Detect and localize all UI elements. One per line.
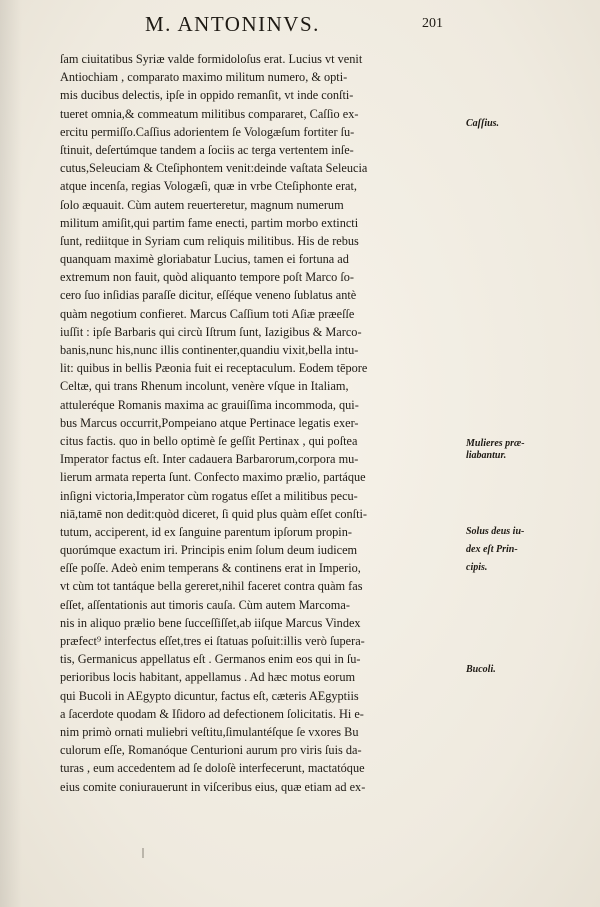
text-line: atque incenſa, regias Vologæſi, quæ in vrbe Cteſiphonte erat, <box>60 179 357 194</box>
gutter-shadow <box>0 0 22 907</box>
text-line: banis,nunc his,nunc illis continenter,quandiu vixit,bella intu- <box>60 343 359 357</box>
text-line: perioribus locis habitant, appellamus . Ad hæc motus eorum <box>60 670 356 685</box>
text-line: tis, Germanicus appellatus eſt . Germanos enim eos qui in ſu- <box>60 652 361 667</box>
text-line: citus factis. quo in bello optimè ſe geſſit Pertinax , qui poſtea <box>60 433 358 448</box>
page-number: 201 <box>422 16 443 31</box>
text-line: eſſet, aſſentationis aut timoris cauſa. Cùm autem Marcoma- <box>60 597 350 612</box>
text-line: quàm negotium confieret. Marcus Caſſium toti Aſiæ præeſſe <box>60 306 355 321</box>
text-line: eſſe poſſe. Adeò enim temperans & continens erat in Imperio, <box>60 561 361 576</box>
text-line: præfect⁹ interfectus eſſet,tres ei ſtatuas poſuit:illis verò ſupera- <box>60 634 365 648</box>
margin-note-mulieres: Mulieres præ- <box>466 438 525 449</box>
text-line: tueret omnia,& commeatum militibus compararet, Caſſio ex- <box>60 106 359 121</box>
text-line: attuleréque Romanis maxima ac grauiſſima incommoda, qui- <box>60 397 359 412</box>
body-text <box>60 50 470 796</box>
text-line: ſam ciuitatibus Syriæ valde formidoloſus erat. Lucius vt venit <box>60 52 363 66</box>
text-line: extremum non fauit, quòd aliquanto tempore poſt Marco ſo- <box>60 270 355 285</box>
margin-note-mulieres-cont: liabantur. <box>466 450 507 461</box>
text-line: a ſacerdote quodam & Iſidoro ad defectionem ſolicitatis. Hi e- <box>60 706 364 721</box>
text-line: lierum armata reperta ſunt. Confecto maximo prælio, partáque <box>60 470 366 485</box>
text-line: lit: quibus in bellis Pæonia fuit ei receptaculum. Eodem tēpore <box>60 361 368 376</box>
text-line: Celtæ, qui trans Rhenum incolunt, venère vſque in Italiam, <box>60 379 349 394</box>
text-line: ſtinuit, deſertúmque tandem a ſociis ac terga vertentem inſe- <box>60 142 354 157</box>
text-line: quanquam maximè gloriabatur Lucius, tamen ei fortuna ad <box>60 252 349 267</box>
text-line: bus Marcus occurrit,Pompeiano atque Pertinace legatis exer- <box>60 415 359 430</box>
text-line: ſunt, rediitque in Syriam cum reliquis militibus. His de rebus <box>60 233 359 248</box>
text-line: ſolo æquauit. Cùm autem reuerteretur, magnum numerum <box>60 197 344 212</box>
margin-note-cipis: cipis. <box>466 562 488 573</box>
text-line: iuſſit : ipſe Barbaris qui circù Iſtrum ſunt, Iazigibus & Marco- <box>60 324 362 339</box>
text-line: militum amiſit,qui partim fame enecti, partim morbo extincti <box>60 215 359 230</box>
text-line: inſigni victoria,Imperator cùm rogatus eſſet a militibus pecu- <box>60 488 358 503</box>
running-head: M. ANTONINVS. <box>145 12 320 36</box>
text-line: tutum, acciperent, id ex ſanguine parentum ipſorum propin- <box>60 524 352 539</box>
text-line: ercitu permiſſo.Caſſius adorientem ſe Vologæſum fortiter ſu- <box>60 124 355 139</box>
margin-note-solus-deus: Solus deus iu- <box>466 526 525 537</box>
text-line: cero ſuo inſidias paraſſe dicitur, eſſéque veneno ſublatus antè <box>60 288 357 303</box>
text-line: nim primò ornati muliebri veſtitu,ſimulantéſque ſe vxores Bu <box>60 724 359 739</box>
text-line: vt cùm tot tantáque bella gereret,nihil faceret contra quàm fas <box>60 579 363 594</box>
text-line: culorum eſſe, Romanóque Centurioni aurum pro viris ſuis da- <box>60 743 362 758</box>
text-line: quorúmque exactum iri. Principis enim ſolum deum iudicem <box>60 543 358 558</box>
text-line: niā,tamē non dedit:quòd diceret, ſi quid plus quàm eſſet conſti- <box>60 506 368 521</box>
margin-note-cassius: Caſſius. <box>466 118 500 129</box>
margin-note-dex-est: dex eſt Prin- <box>466 544 518 555</box>
text-line: Antiochiam , comparato maximo militum numero, & opti- <box>60 70 348 85</box>
margin-note-bucoli: Bucoli. <box>466 664 496 675</box>
text-line: nis in aliquo prælio bene ſucceſſiſſet,ab iiſque Marcus Vindex <box>60 615 361 630</box>
text-line: eius comite coniurauerunt in viſceribus eius, quæ etiam ad ex- <box>60 779 366 794</box>
text-line: turas , eum accedentem ad ſe doloſè interfecerunt, mactatóque <box>60 761 365 776</box>
pencil-mark <box>142 848 144 858</box>
text-line: cutus,Seleuciam & Cteſiphontem venit:deinde vaſtata Seleucia <box>60 161 368 176</box>
text-line: Imperator factus eſt. Inter cadauera Barbarorum,corpora mu- <box>60 452 359 467</box>
text-line: qui Bucoli in AEgypto dicuntur, factus eſt, cæteris AEgyptiis <box>60 688 359 703</box>
text-line: mis ducibus delectis, ipſe in oppido remanſit, vt inde conſti- <box>60 88 354 103</box>
